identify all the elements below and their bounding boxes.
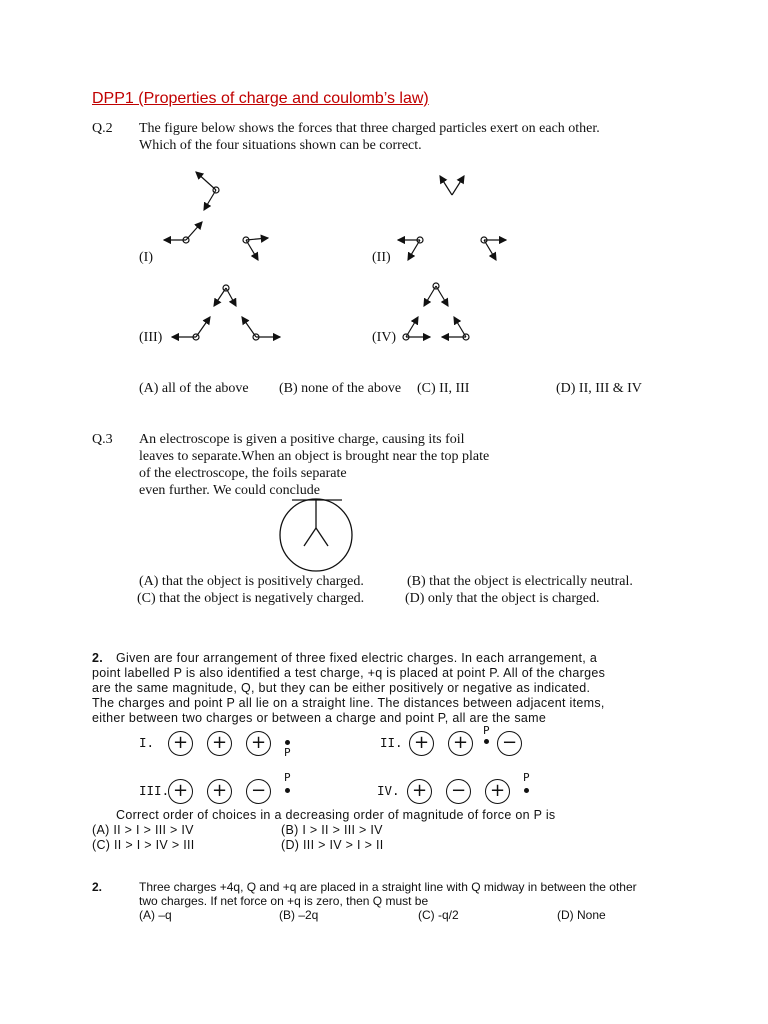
question-text-line: An electroscope is given a positive charge, causing its foil: [139, 432, 465, 447]
question-prompt: Correct order of choices in a decreasing order of magnitude of force on P is: [116, 808, 556, 822]
charge-symbol: +: [207, 779, 232, 804]
electroscope-diagram: [270, 492, 370, 572]
question-number: Q.2: [92, 121, 113, 136]
arrangement-label: III.: [139, 783, 170, 798]
charge-symbol: −: [446, 779, 471, 804]
charge-symbol: +: [448, 731, 473, 756]
charge-symbol: −: [497, 731, 522, 756]
question-text-line: Given are four arrangement of three fixed electric charges. In each arrangement, a: [116, 651, 598, 665]
arrangement-label: IV.: [377, 783, 400, 798]
question-text-line: are the same magnitude, Q, but they can be either positively or negative as indicated.: [92, 681, 591, 695]
question-text-line: two charges. If net force on +q is zero, then Q must be: [139, 894, 429, 908]
question-number: 2.: [92, 651, 104, 665]
question-text-line: even further. We could conclude: [139, 483, 320, 498]
question-number: Q.3: [92, 432, 113, 447]
question-text-line: of the electroscope, the foils separate: [139, 466, 347, 481]
question-text-line: Three charges +4q, Q and +q are placed in a straight line with Q midway in between the other: [139, 880, 637, 894]
figure-label: (IV): [372, 330, 397, 345]
answer-option: (B) I > II > III > IV: [281, 823, 383, 837]
point-p-dot: [285, 740, 290, 745]
charge-symbol: +: [246, 731, 271, 756]
charge-symbol: +: [409, 731, 434, 756]
arrangement-label: II.: [380, 735, 403, 750]
figure-label: (I): [139, 250, 153, 265]
arrangement-label: I.: [139, 735, 155, 750]
point-p-dot: [484, 739, 489, 744]
answer-option: (A) that the object is positively charged.: [139, 574, 364, 589]
question-text-line: The figure below shows the forces that three charged particles exert on each other.: [139, 121, 600, 136]
charge-symbol: +: [168, 779, 193, 804]
charge-symbol: +: [407, 779, 432, 804]
charge-symbol: +: [168, 731, 193, 756]
answer-option: (C) II, III: [417, 381, 470, 396]
point-p-label: P: [284, 771, 291, 784]
question-text-line: Which of the four situations shown can be correct.: [139, 138, 422, 153]
answer-option: (A) II > I > III > IV: [92, 823, 194, 837]
charge-symbol: −: [246, 779, 271, 804]
answer-option: (A) –q: [139, 908, 172, 922]
answer-option: (B) none of the above: [279, 381, 402, 396]
charge-symbol: +: [207, 731, 232, 756]
answer-option: (D) II, III & IV: [556, 381, 642, 396]
answer-option: (B) that the object is electrically neutral.: [407, 574, 633, 589]
point-p-dot: [524, 788, 529, 793]
answer-option: (D) III > IV > I > II: [281, 838, 384, 852]
answer-option: (D) only that the object is charged.: [405, 591, 600, 606]
answer-option: (B) –2q: [279, 908, 319, 922]
answer-option: (A) all of the above: [139, 381, 249, 396]
answer-option: (C) II > I > IV > III: [92, 838, 195, 852]
figure-label: (III): [139, 330, 163, 345]
question-number: 2.: [92, 880, 103, 894]
point-p-dot: [285, 788, 290, 793]
charge-symbol: +: [485, 779, 510, 804]
answer-option: (D) None: [557, 908, 606, 922]
question-text-line: point labelled P is also identified a test charge, +q is placed at point P. All of the charges: [92, 666, 606, 680]
point-p-label: P: [523, 771, 530, 784]
answer-option: (C) -q/2: [418, 908, 459, 922]
question-text-line: either between two charges or between a charge and point P, all are the same: [92, 711, 547, 725]
page-title: DPP1 (Properties of charge and coulomb’s law): [92, 90, 429, 107]
answer-option: (C) that the object is negatively charged.: [137, 591, 365, 606]
figure-label: (II): [372, 250, 391, 265]
point-p-label: P: [483, 724, 490, 737]
question-text-line: The charges and point P all lie on a straight line. The distances between adjacent items,: [92, 696, 605, 710]
point-p-label: P: [284, 746, 291, 759]
question-text-line: leaves to separate.When an object is brought near the top plate: [139, 449, 490, 464]
